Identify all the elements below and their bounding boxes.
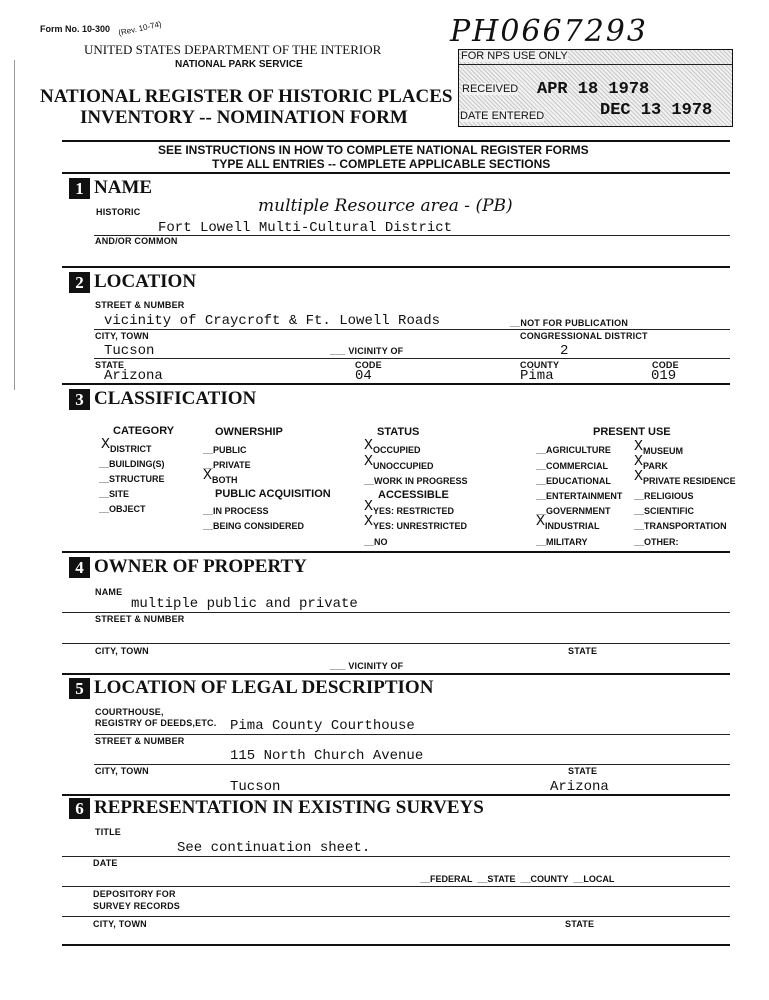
historic-name-value: Fort Lowell Multi-Cultural District: [158, 220, 453, 236]
section-3-title: CLASSIFICATION: [94, 388, 257, 409]
section-3-number: 3: [69, 389, 90, 410]
use-scientific: __SCIENTIFIC: [634, 506, 695, 516]
location-street-line: [94, 329, 730, 330]
status-unoccupied: UNOCCUPIED: [373, 461, 434, 471]
received-date: APR 18 1978: [537, 80, 650, 99]
courthouse-value: Pima County Courthouse: [230, 718, 415, 734]
use-military: __MILITARY: [536, 537, 588, 547]
section-6-number: 6: [69, 798, 90, 819]
use-transportation: __TRANSPORTATION: [634, 521, 727, 531]
section-1-number: 1: [69, 178, 90, 199]
form-title: NATIONAL REGISTER OF HISTORIC PLACES: [40, 86, 453, 107]
accessible-heading: ACCESSIBLE: [378, 489, 449, 501]
location-state-label: STATE: [95, 360, 125, 370]
section-1-title: NAME: [94, 177, 153, 198]
legal-street-line: [94, 764, 730, 765]
not-for-publication-label: __NOT FOR PUBLICATION: [510, 318, 629, 328]
unoccupied-checkmark: X: [364, 453, 374, 470]
header-divider: [62, 140, 730, 142]
location-city-value: Tucson: [104, 343, 155, 359]
service-name: NATIONAL PARK SERVICE: [175, 59, 303, 70]
owner-street-label: STREET & NUMBER: [95, 614, 185, 624]
use-educational: __EDUCATIONAL: [536, 476, 611, 486]
owner-street-line: [62, 643, 730, 644]
section-5-number: 5: [69, 678, 90, 699]
category-structure: __STRUCTURE: [99, 474, 165, 484]
form-subtitle: INVENTORY -- NOMINATION FORM: [80, 107, 408, 128]
state-code-label: CODE: [355, 360, 382, 370]
occupied-checkmark: X: [364, 437, 374, 454]
category-heading: CATEGORY: [113, 425, 175, 437]
restricted-checkmark: X: [364, 498, 374, 515]
form-revision: (Rev. 10-74): [117, 19, 163, 38]
legal-state-value: Arizona: [550, 779, 609, 795]
county-value: Pima: [520, 368, 554, 384]
accessible-no: __NO: [364, 537, 388, 547]
ownership-heading: OWNERSHIP: [215, 426, 283, 438]
location-street-value: vicinity of Craycroft & Ft. Lowell Roads: [104, 313, 441, 329]
county-code-label: CODE: [652, 360, 679, 370]
date-entered-label: DATE ENTERED: [460, 110, 545, 122]
owner-city-label: CITY, TOWN: [95, 646, 149, 656]
nps-divider: [459, 64, 732, 65]
instructions-divider: [62, 172, 730, 174]
use-industrial: INDUSTRIAL: [545, 521, 600, 531]
congressional-district-label: CONGRESSIONAL DISTRICT: [520, 331, 648, 341]
category-object: __OBJECT: [99, 504, 146, 514]
survey-title-value: See continuation sheet.: [177, 840, 371, 856]
handwritten-id: PH0667293: [450, 14, 648, 49]
left-margin-mark: [14, 60, 15, 390]
location-vicinity-label: ___ VICINITY OF: [330, 346, 404, 356]
owner-name-label: NAME: [95, 587, 123, 597]
ownership-private: __PRIVATE: [203, 460, 251, 470]
museum-checkmark: X: [634, 438, 644, 455]
ownership-public: __PUBLIC: [203, 445, 247, 455]
category-buildings: __BUILDING(S): [99, 459, 165, 469]
survey-levels: __FEDERAL __STATE __COUNTY __LOCAL: [420, 874, 615, 884]
survey-date-label: DATE: [93, 858, 118, 868]
use-museum: MUSEUM: [643, 446, 683, 456]
county-code-value: 019: [651, 368, 677, 384]
section-5-title: LOCATION OF LEGAL DESCRIPTION: [94, 677, 434, 698]
accessible-restricted: YES: RESTRICTED: [373, 506, 455, 516]
status-work-in-progress: __WORK IN PROGRESS: [364, 476, 468, 486]
present-use-heading: PRESENT USE: [593, 426, 671, 438]
section-4-number: 4: [69, 557, 90, 578]
status-heading: STATUS: [377, 426, 420, 438]
private-residence-checkmark: X: [634, 468, 644, 485]
use-park: PARK: [643, 461, 668, 471]
historic-label: HISTORIC: [96, 207, 141, 217]
section-4-title: OWNER OF PROPERTY: [94, 556, 307, 577]
congressional-district-value: 2: [560, 343, 569, 359]
owner-vicinity-label: ___ VICINITY OF: [330, 661, 404, 671]
use-commercial: __COMMERCIAL: [536, 461, 609, 471]
category-district: DISTRICT: [110, 444, 152, 454]
survey-city-label: CITY, TOWN: [93, 919, 147, 929]
industrial-checkmark: X: [536, 513, 546, 530]
legal-street-label: STREET & NUMBER: [95, 736, 185, 746]
legal-city-value: Tucson: [230, 779, 281, 795]
acquisition-in-process: __IN PROCESS: [203, 506, 269, 516]
depository-label-line-2: SURVEY RECORDS: [93, 901, 180, 911]
section-2-bottom: [62, 383, 730, 385]
use-other: __OTHER:: [634, 537, 679, 547]
public-acquisition-heading: PUBLIC ACQUISITION: [215, 488, 331, 500]
district-checkmark: X: [101, 436, 111, 453]
survey-state-label: STATE: [565, 919, 595, 929]
owner-name-value: multiple public and private: [131, 596, 358, 612]
courthouse-line: [94, 734, 730, 735]
section-2-title: LOCATION: [94, 271, 197, 292]
legal-state-label: STATE: [568, 766, 598, 776]
owner-state-label: STATE: [568, 646, 598, 656]
both-checkmark: X: [203, 467, 213, 484]
section-3-bottom: [62, 551, 730, 553]
unrestricted-checkmark: X: [364, 513, 374, 530]
status-occupied: OCCUPIED: [373, 445, 421, 455]
form-bottom-rule: [62, 944, 730, 946]
use-religious: __RELIGIOUS: [634, 491, 694, 501]
use-government: __GOVERNMENT: [536, 506, 611, 516]
county-label: COUNTY: [520, 360, 560, 370]
historic-handwritten-note: multiple Resource area - (PB): [258, 196, 513, 216]
common-name-label: AND/OR COMMON: [95, 236, 178, 246]
category-site: __SITE: [99, 489, 130, 499]
historic-line: [94, 235, 730, 236]
survey-title-label: TITLE: [95, 827, 121, 837]
survey-title-line: [62, 856, 730, 857]
location-city-line: [94, 358, 730, 359]
instructions-line-1: SEE INSTRUCTIONS IN HOW TO COMPLETE NATIONAL REGISTER FORMS: [158, 143, 589, 157]
ownership-both: BOTH: [212, 475, 238, 485]
received-label: RECEIVED: [462, 83, 519, 95]
section-5-bottom: [62, 794, 730, 796]
courthouse-label-line-1: COURTHOUSE,: [95, 707, 164, 717]
depository-label-line-1: DEPOSITORY FOR: [93, 889, 176, 899]
section-4-bottom: [62, 673, 730, 675]
use-private-residence: PRIVATE RESIDENCE: [643, 476, 736, 486]
location-city-label: CITY, TOWN: [95, 331, 149, 341]
owner-name-line: [62, 612, 730, 613]
section-1-bottom: [62, 266, 730, 268]
location-state-value: Arizona: [104, 368, 163, 384]
acquisition-being-considered: __BEING CONSIDERED: [203, 521, 305, 531]
department-name: UNITED STATES DEPARTMENT OF THE INTERIOR: [84, 42, 382, 57]
section-6-title: REPRESENTATION IN EXISTING SURVEYS: [94, 797, 484, 818]
legal-street-value: 115 North Church Avenue: [230, 748, 424, 764]
legal-city-label: CITY, TOWN: [95, 766, 149, 776]
use-entertainment: __ENTERTAINMENT: [536, 491, 623, 501]
use-agriculture: __AGRICULTURE: [536, 445, 611, 455]
depository-line: [62, 916, 730, 917]
date-entered-value: DEC 13 1978: [600, 101, 713, 120]
form-number: Form No. 10-300: [40, 24, 111, 34]
courthouse-label-line-2: REGISTRY OF DEEDS,ETC.: [95, 718, 217, 728]
park-checkmark: X: [634, 453, 644, 470]
nps-label: FOR NPS USE ONLY: [461, 50, 568, 62]
survey-date-line: [62, 886, 730, 887]
instructions-line-2: TYPE ALL ENTRIES -- COMPLETE APPLICABLE SECTIONS: [212, 157, 551, 171]
section-2-number: 2: [69, 272, 90, 293]
location-street-label: STREET & NUMBER: [95, 300, 185, 310]
state-code-value: 04: [355, 368, 372, 384]
accessible-unrestricted: YES: UNRESTRICTED: [373, 521, 468, 531]
